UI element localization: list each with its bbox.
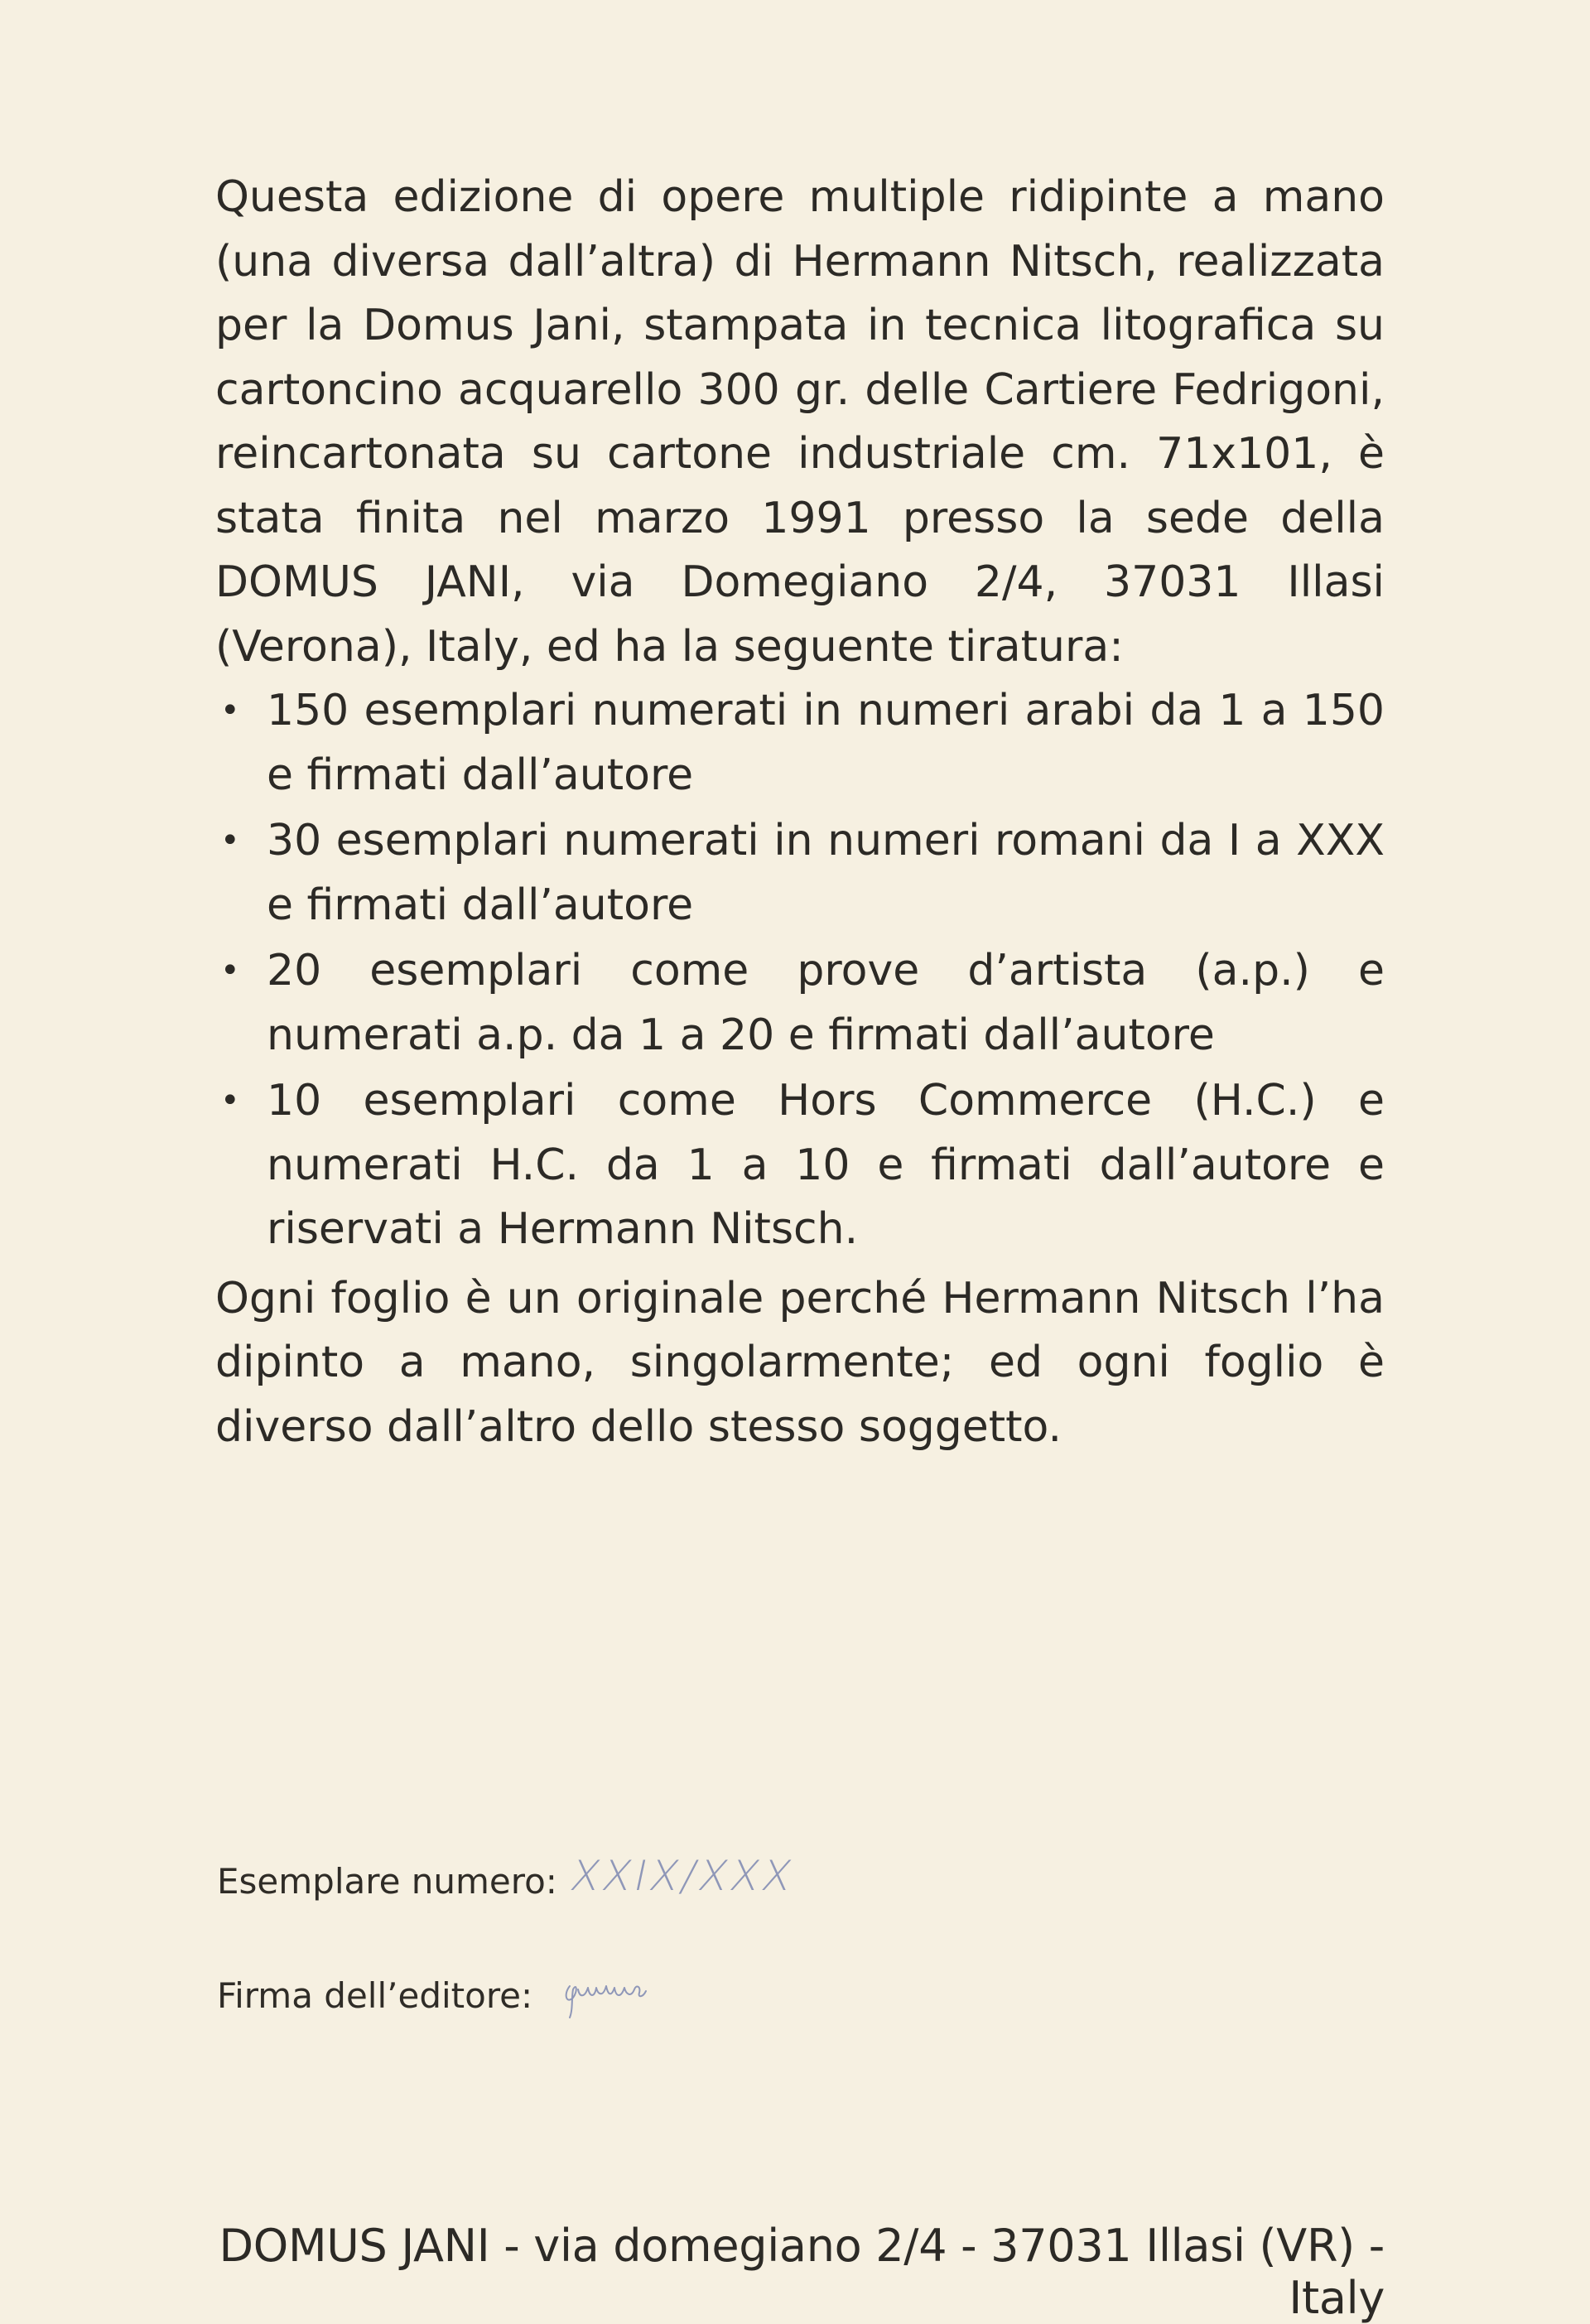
- list-item: [215, 939, 1385, 1068]
- list-item: [215, 679, 1385, 808]
- publisher-address-footer: DOMUS JANI - via domegiano 2/4 - 37031 Illasi (VR) - Italy: [219, 2220, 1385, 2324]
- bullet-icon: •: [220, 1082, 240, 1120]
- list-item-text: 30 esemplari numerati in numeri romani da I a XXX e firmati dall’autore: [267, 816, 1385, 930]
- edition-number-handwritten: XXIX/XXX: [566, 1852, 800, 1900]
- certificate-body: [215, 166, 1385, 1459]
- publisher-signature-handwritten: [555, 1961, 720, 2019]
- list-item-text: 20 esemplari come prove d’artista (a.p.) e numerati a.p. da 1 a 20 e firmati dall’autore: [267, 946, 1385, 1060]
- closing-paragraph: Ogni foglio è un originale perché Hermann Nitsch l’ha dipinto a mano, singolarmente; ed ogni foglio è diverso dall’altro dello stesso soggetto.: [215, 1273, 1385, 1452]
- list-item: [215, 809, 1385, 938]
- bullet-icon: •: [220, 692, 240, 730]
- edition-number-field: [217, 1859, 557, 1902]
- edition-list: [215, 679, 1385, 1262]
- list-item: [215, 1069, 1385, 1262]
- edition-number-label: Esemplare numero:: [217, 1861, 557, 1902]
- publisher-signature-field: [217, 1973, 532, 2016]
- list-item-text: 10 esemplari come Hors Commerce (H.C.) e numerati H.C. da 1 a 10 e firmati dall’autore e riservati a Hermann Nitsch.: [267, 1076, 1385, 1254]
- intro-paragraph: Questa edizione di opere multiple ridipinte a mano (una diversa dall’altra) di Hermann Nitsch, realizzata per la Domus Jani, stampata in tecnica litografica su cartoncino acquarello 300 gr. delle Cartiere Fedrigoni, reincartonata su cartone industriale cm. 71x101, è stata finita nel marzo 1991 presso la sede della DOMUS JANI, via Domegiano 2/4, 37031 Illasi (Verona), Italy, ed ha la seguente tiratura:: [215, 172, 1385, 672]
- publisher-signature-label: Firma dell’editore:: [217, 1975, 533, 2016]
- bullet-icon: •: [220, 822, 240, 860]
- list-item-text: 150 esemplari numerati in numeri arabi da 1 a 150 e firmati dall’autore: [267, 686, 1385, 800]
- bullet-icon: •: [220, 952, 240, 990]
